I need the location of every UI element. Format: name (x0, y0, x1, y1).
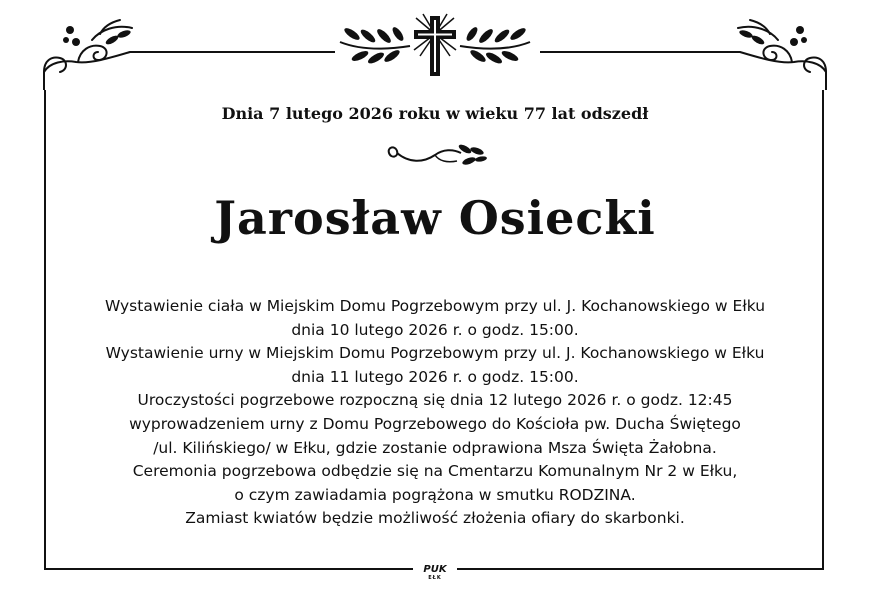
cross-icon (414, 14, 456, 76)
puk-logo (413, 560, 457, 584)
body-line: Ceremonia pogrzebowa odbędzie się na Cmentarzu Komunalnym Nr 2 w Ełku, (132, 462, 738, 481)
logo-sub-text: EŁK (428, 575, 442, 581)
body-line: wyprowadzeniem urny z Domu Pogrzebowego do Kościoła pw. Ducha Świętego (129, 414, 741, 433)
body-line: Wystawienie urny w Miejskim Domu Pogrzebowym przy ul. J. Kochanowskiego w Ełku (105, 344, 765, 363)
body-line: o czym zawiadamia pogrążona w smutku RODZINA. (234, 485, 636, 504)
body-line: Uroczystości pogrzebowe rozpoczną się dnia 12 lutego 2026 r. o godz. 12:45 (137, 391, 733, 410)
laurel-branch-icon (460, 25, 530, 65)
top-ornament (0, 0, 870, 90)
body-line: Wystawienie ciała w Miejskim Domu Pogrzebowym przy ul. J. Kochanowskiego w Ełku (104, 297, 766, 315)
laurel-branch-icon (340, 25, 410, 65)
deceased-name: Jarosław Osiecki (214, 191, 656, 245)
corner-flourish-icon (44, 20, 145, 90)
body-line: dnia 11 lutego 2026 r. o godz. 15:00. (291, 367, 579, 386)
logo-main-text: PUK (423, 564, 447, 575)
announcement-body (40, 295, 830, 531)
body-line: /ul. Kilińskiego/ w Ełku, gdzie zostanie odprawiona Msza Święta Żałobna. (153, 438, 717, 457)
body-line: dnia 10 lutego 2026 r. o godz. 15:00. (291, 320, 579, 339)
body-line: Zamiast kwiatów będzie możliwość złożenia ofiary do skarbonki. (185, 509, 685, 528)
date-line: Dnia 7 lutego 2026 roku w wieku 77 lat odszedł (221, 104, 649, 123)
divider-flourish-icon (383, 141, 487, 171)
